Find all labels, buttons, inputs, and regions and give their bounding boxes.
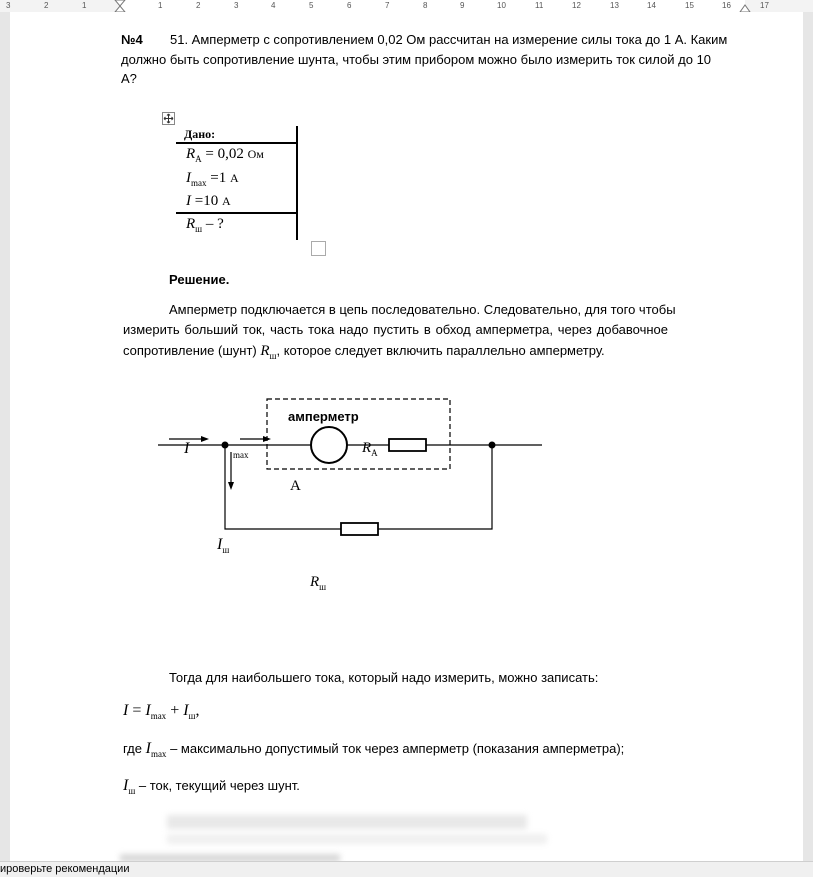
solution-line-1: Амперметр подключается в цепь последовательно. Следовательно, для того чтобы [169, 302, 676, 317]
ruler-number: 3 [6, 1, 11, 10]
i-value: =10 [194, 193, 219, 209]
circuit-ra-symbol: R [362, 440, 372, 456]
ruler-number: 4 [271, 1, 276, 10]
shunt-current-line [123, 776, 300, 801]
current-equation [123, 702, 199, 721]
ammeter-box-label: амперметр [288, 409, 359, 424]
eq-equals: = [132, 702, 142, 719]
ruler-number: 10 [497, 1, 506, 10]
ruler-number: 1 [158, 1, 163, 10]
circuit-rsh-subscript: ш [319, 582, 327, 592]
right-gutter [803, 12, 813, 862]
imax-subscript: max [191, 178, 207, 188]
status-bar [0, 861, 813, 877]
problem-text-line-1: 51. Амперметр с сопротивлением 0,02 Ом рассчитан на измерение силы тока до 1 А. Каким [170, 32, 728, 47]
circuit-rsh-symbol: R [310, 574, 320, 590]
shunt-subscript: ш [269, 351, 277, 361]
arrow-head [201, 436, 209, 442]
ruler-number: 11 [535, 1, 544, 10]
eq-plus: + [170, 702, 180, 719]
blurred-content [167, 834, 547, 844]
shunt-branch-wire [225, 445, 492, 529]
junction-left [222, 442, 229, 449]
ruler-number: 6 [347, 1, 352, 10]
circuit-ish-label [217, 536, 229, 555]
where-imax-symbol: I [145, 740, 151, 757]
find-question: – ? [205, 216, 224, 232]
eq-ish-subscript: ш [188, 711, 196, 721]
ruler-number: 5 [309, 1, 314, 10]
i-symbol: I [186, 193, 191, 209]
eq-ish: I [183, 702, 189, 719]
ra-unit: Ом [247, 147, 264, 161]
where-text: – максимально допустимый ток через амперметр (показания амперметра); [170, 741, 625, 756]
ruler-number: 3 [234, 1, 239, 10]
ruler-number: 14 [647, 1, 656, 10]
problem-text-line-3: А? [121, 71, 137, 86]
eq-comma: , [195, 702, 200, 719]
circuit-ish-symbol: I [217, 536, 223, 553]
where-imax-subscript: max [150, 749, 167, 759]
ish-symbol: I [123, 777, 129, 794]
ruler-number: 2 [44, 1, 49, 10]
paragraph-2: Тогда для наибольшего тока, который надо измерить, можно записать: [169, 670, 599, 685]
eq-i: I [123, 702, 129, 719]
imax-symbol: I [186, 170, 191, 186]
first-line-indent-marker[interactable] [114, 0, 126, 12]
eq-imax-subscript: max [150, 711, 167, 721]
circuit-ra-label [362, 440, 378, 458]
solution-heading: Решение. [169, 272, 230, 287]
circuit-ish-subscript: ш [222, 545, 230, 555]
imax-unit: А [229, 171, 239, 185]
ruler-number: 16 [722, 1, 731, 10]
circuit-rsh-label [310, 574, 326, 592]
meter-label: A [290, 478, 301, 494]
where-word: где [123, 741, 142, 756]
ra-value: = 0,02 [205, 146, 244, 162]
solution-line-3-end: , которое следует включить параллельно амперметру. [276, 343, 605, 358]
status-recommendations[interactable]: ироверьте рекомендации [0, 863, 130, 875]
circuit-i-label: I [184, 440, 190, 457]
arrow-head [228, 482, 234, 490]
problem-text-line-2: должно быть сопротивление шунта, чтобы этим прибором можно было измерить ток силой до 10 [121, 52, 712, 67]
ruler-number: 15 [685, 1, 694, 10]
ammeter-circle [311, 427, 347, 463]
ra-symbol: R [186, 146, 196, 162]
solution-line-2: измерить больший ток, часть тока надо пустить в обход амперметра, через добавочное [123, 322, 669, 337]
junction-right [489, 442, 496, 449]
problem-number: №4 [121, 32, 143, 47]
ish-text: – ток, текущий через шунт. [138, 778, 300, 793]
find-symbol: R [186, 216, 196, 232]
circuit-diagram [10, 12, 803, 862]
document-page[interactable] [10, 12, 803, 862]
right-indent-marker[interactable] [739, 4, 751, 12]
ish-subscript: ш [128, 786, 136, 796]
shunt-symbol: R [260, 343, 270, 359]
ruler-number: 7 [385, 1, 390, 10]
blurred-content [167, 815, 527, 829]
left-gutter [0, 12, 10, 862]
imax-value: =1 [210, 170, 227, 186]
ruler-number: 1 [82, 1, 87, 10]
ruler-number: 2 [196, 1, 201, 10]
solution-line-3-start: сопротивление (шунт) [123, 343, 257, 358]
ruler-number: 12 [572, 1, 581, 10]
ruler-number: 8 [423, 1, 428, 10]
ra-subscript: А [195, 154, 202, 164]
ruler-number: 17 [760, 1, 769, 10]
where-line [123, 739, 624, 764]
given-title: Дано: [184, 127, 216, 141]
i-unit: А [221, 194, 231, 208]
circuit-ra-subscript: А [371, 448, 378, 458]
ruler-number: 13 [610, 1, 619, 10]
circuit-imax-subscript: max [233, 450, 249, 460]
ruler-number: 9 [460, 1, 465, 10]
eq-imax: I [145, 702, 151, 719]
shunt-resistor [341, 523, 378, 535]
ammeter-resistor [389, 439, 426, 451]
find-subscript: ш [195, 224, 203, 234]
